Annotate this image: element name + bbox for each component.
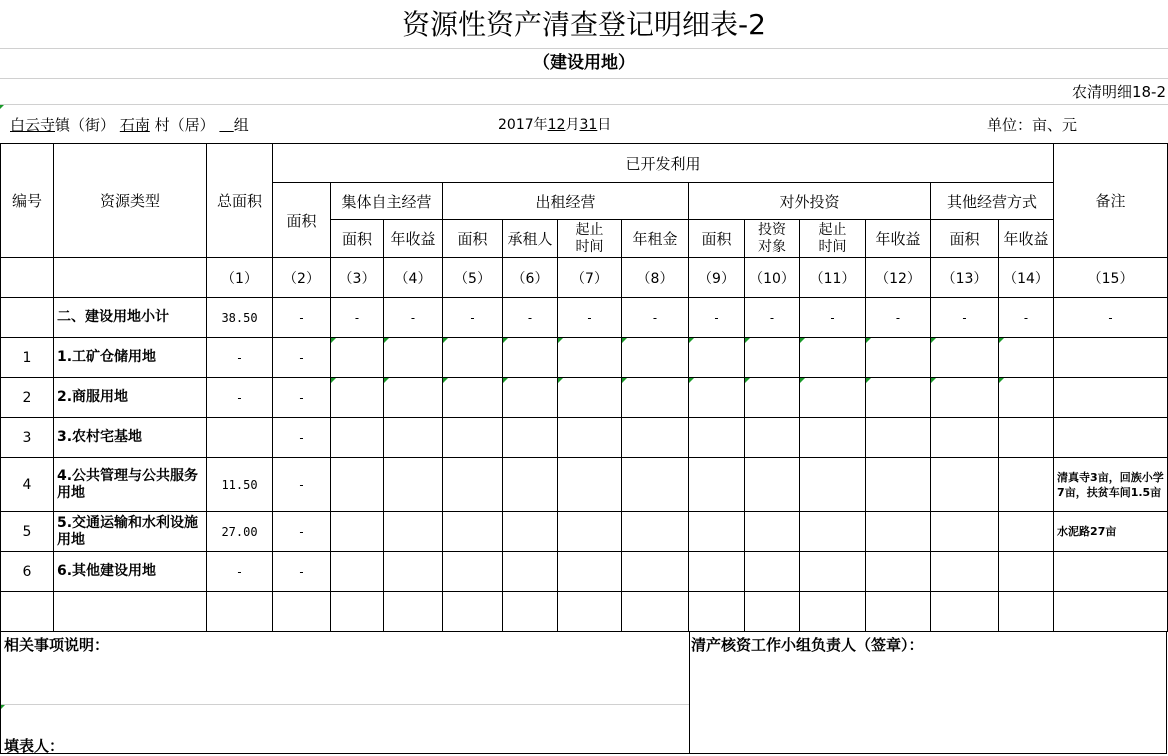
blank-cell <box>1 592 54 632</box>
blank-cell <box>622 378 689 418</box>
row-area: - <box>273 512 331 552</box>
blank-cell <box>999 552 1054 592</box>
blank-cell <box>745 512 800 552</box>
col-number: （11） <box>800 258 866 298</box>
blank-cell <box>689 458 745 512</box>
header-invest-area: 面积 <box>689 220 745 258</box>
row-type: 6.其他建设用地 <box>54 552 207 592</box>
blank-cell <box>384 418 443 458</box>
table-row <box>1 512 1168 552</box>
header-type: 资源类型 <box>54 144 207 258</box>
blank-cell <box>503 378 558 418</box>
row-total-area: 27.00 <box>207 512 273 552</box>
dash-cell: - <box>1054 298 1168 338</box>
blank-cell <box>866 458 931 512</box>
row-total-area: - <box>207 378 273 418</box>
blank-cell <box>331 552 384 592</box>
dash-cell: - <box>558 298 622 338</box>
header-invest-period <box>800 220 866 258</box>
header-other-income: 年收益 <box>999 220 1054 258</box>
header-remark: 备注 <box>1054 144 1168 258</box>
period-line-1: 起止 <box>818 221 847 238</box>
period-line-1: 起止 <box>575 221 604 238</box>
subtotal-row <box>1 298 1168 338</box>
blank-cell <box>503 512 558 552</box>
row-no: 1 <box>1 338 54 378</box>
target-line-1: 投资 <box>758 221 786 238</box>
page-subtitle: （建设用地） <box>533 53 635 73</box>
dash-cell: - <box>931 298 999 338</box>
blank-cell <box>866 552 931 592</box>
blank-cell <box>866 592 931 632</box>
comment-marker-icon <box>558 378 563 383</box>
col-number: （4） <box>384 258 443 298</box>
header-invest: 对外投资 <box>689 183 931 220</box>
row-no: 3 <box>1 418 54 458</box>
blank-cell <box>331 592 384 632</box>
divider <box>0 78 1168 79</box>
column-number-row <box>1 258 1168 298</box>
blank-cell <box>866 378 931 418</box>
blank-cell <box>1054 592 1168 632</box>
leader-label: 清产核资工作小组负责人（签章）： <box>691 636 924 654</box>
data-rows <box>1 338 1168 592</box>
blank-cell <box>443 592 503 632</box>
dash-cell: - <box>273 298 331 338</box>
blank-cell <box>558 512 622 552</box>
col-number: （9） <box>689 258 745 298</box>
table-row <box>1 552 1168 592</box>
comment-marker-icon <box>866 378 871 383</box>
blank-cell <box>745 338 800 378</box>
blank-cell <box>999 512 1054 552</box>
blank-cell <box>931 418 999 458</box>
comment-marker-icon <box>866 338 871 343</box>
blank-cell <box>800 512 866 552</box>
blank-cell <box>443 338 503 378</box>
row-type: 2.商服用地 <box>54 378 207 418</box>
town-name: 白云寺 <box>10 116 56 134</box>
target-line-2: 对象 <box>758 238 786 255</box>
col-number: （8） <box>622 258 689 298</box>
blank-cell <box>384 378 443 418</box>
row-remark <box>1054 418 1168 458</box>
col-number: （12） <box>866 258 931 298</box>
dash-cell: - <box>745 298 800 338</box>
header-area: 面积 <box>273 183 331 258</box>
comment-marker-icon <box>443 338 448 343</box>
blank-cell <box>745 552 800 592</box>
comment-marker-icon <box>331 338 336 343</box>
table-row <box>1 418 1168 458</box>
blank-cell <box>558 378 622 418</box>
table-row <box>1 458 1168 512</box>
blank-cell <box>689 418 745 458</box>
blank-cell <box>999 458 1054 512</box>
row-remark <box>1054 338 1168 378</box>
col-number: （7） <box>558 258 622 298</box>
blank-cell <box>384 512 443 552</box>
period-line-2: 时间 <box>818 238 847 255</box>
row-type: 1.工矿仓储用地 <box>54 338 207 378</box>
blank-cell <box>745 458 800 512</box>
row-area: - <box>273 338 331 378</box>
col-number: （1） <box>207 258 273 298</box>
location-line <box>10 112 249 138</box>
row-area: - <box>273 378 331 418</box>
blank-cell <box>443 552 503 592</box>
header-no: 编号 <box>1 144 54 258</box>
blank-cell <box>866 338 931 378</box>
comment-marker-icon <box>745 338 750 343</box>
blank-cell <box>689 592 745 632</box>
header-collective: 集体自主经营 <box>331 183 443 220</box>
comment-marker-icon <box>745 378 750 383</box>
col-number: （2） <box>273 258 331 298</box>
blank-cell <box>331 418 384 458</box>
header-other: 其他经营方式 <box>931 183 1054 220</box>
blank-cell <box>931 378 999 418</box>
blank-cell <box>622 338 689 378</box>
town-suffix: 镇（街） <box>55 116 116 134</box>
blank-cell <box>558 592 622 632</box>
unit-label: 单位：亩、元 <box>987 116 1078 134</box>
blank-cell <box>999 418 1054 458</box>
comment-marker-icon <box>689 378 694 383</box>
village-suffix: 村（居） <box>154 116 215 134</box>
col-number: （14） <box>999 258 1054 298</box>
group-name <box>219 116 233 134</box>
blank-cell <box>384 458 443 512</box>
blank-cell <box>443 458 503 512</box>
filler-label: 填表人： <box>4 737 65 755</box>
period-line-2: 时间 <box>575 238 604 255</box>
blank-cell <box>503 458 558 512</box>
blank-cell <box>866 418 931 458</box>
comment-marker-icon <box>622 378 627 383</box>
comment-marker-icon <box>384 338 389 343</box>
comment-marker-icon <box>689 338 694 343</box>
row-area: - <box>273 458 331 512</box>
month-suffix: 月 <box>565 117 580 133</box>
blank-cell <box>800 592 866 632</box>
header-lease-tenant: 承租人 <box>503 220 558 258</box>
col-number: （13） <box>931 258 999 298</box>
blank-cell <box>503 418 558 458</box>
blank-cell <box>800 378 866 418</box>
row-total-area <box>207 418 273 458</box>
header-collective-area: 面积 <box>331 220 384 258</box>
blank-cell <box>999 592 1054 632</box>
row-no: 5 <box>1 512 54 552</box>
row-type: 3.农村宅基地 <box>54 418 207 458</box>
header-invest-target <box>745 220 800 258</box>
blank-cell <box>800 418 866 458</box>
dash-cell: - <box>999 298 1054 338</box>
comment-marker-icon <box>931 338 936 343</box>
row-total-area: - <box>207 338 273 378</box>
blank-cell <box>443 418 503 458</box>
blank-cell <box>689 552 745 592</box>
row-total-area: 11.50 <box>207 458 273 512</box>
report-date <box>498 112 611 138</box>
blank-cell <box>931 338 999 378</box>
header-lease: 出租经营 <box>443 183 689 220</box>
day-suffix: 日 <box>597 117 612 133</box>
header-lease-period <box>558 220 622 258</box>
header-developed: 已开发利用 <box>273 144 1054 183</box>
blank-cell <box>745 378 800 418</box>
year-suffix: 年 <box>533 117 548 133</box>
blank-cell <box>999 338 1054 378</box>
table-row <box>1 378 1168 418</box>
blank-cell <box>622 512 689 552</box>
dash-cell: - <box>622 298 689 338</box>
asset-table <box>0 143 1168 632</box>
leader-section <box>688 632 1167 754</box>
empty-row <box>1 592 1168 632</box>
blank-cell <box>1 258 54 298</box>
blank-cell <box>800 338 866 378</box>
subtotal-label: 二、建设用地小计 <box>54 298 207 338</box>
header-lease-rent: 年租金 <box>622 220 689 258</box>
blank-cell <box>931 552 999 592</box>
blank-cell <box>331 378 384 418</box>
comment-marker-icon <box>503 378 508 383</box>
blank-cell <box>331 338 384 378</box>
dash-cell: - <box>331 298 384 338</box>
comment-marker-icon <box>503 338 508 343</box>
blank-cell <box>503 592 558 632</box>
blank-cell <box>503 552 558 592</box>
form-code: 农清明细18-2 <box>1071 83 1166 101</box>
header-lease-area: 面积 <box>443 220 503 258</box>
row-no: 6 <box>1 552 54 592</box>
comment-marker-icon <box>384 378 389 383</box>
blank-cell <box>931 512 999 552</box>
blank-cell <box>54 592 207 632</box>
blank-cell <box>622 552 689 592</box>
comment-marker-icon <box>999 378 1004 383</box>
row-area: - <box>273 552 331 592</box>
comment-marker-icon <box>800 338 805 343</box>
comment-marker-icon <box>558 338 563 343</box>
row-remark: 清真寺3亩，回族小学7亩，扶贫车间1.5亩 <box>1054 458 1168 512</box>
comment-marker-icon <box>999 338 1004 343</box>
blank-cell <box>443 512 503 552</box>
dash-cell: - <box>800 298 866 338</box>
day: 31 <box>579 117 598 133</box>
comment-marker-icon <box>622 338 627 343</box>
header-total-area: 总面积 <box>207 144 273 258</box>
row-remark <box>1054 552 1168 592</box>
col-number: （10） <box>745 258 800 298</box>
blank-cell <box>1 298 54 338</box>
row-total-area: - <box>207 552 273 592</box>
blank-cell <box>689 378 745 418</box>
blank-cell <box>558 338 622 378</box>
blank-cell <box>558 458 622 512</box>
col-number: （5） <box>443 258 503 298</box>
blank-cell <box>384 338 443 378</box>
row-type: 4.公共管理与公共服务用地 <box>54 458 207 512</box>
blank-cell <box>558 418 622 458</box>
col-number: （3） <box>331 258 384 298</box>
row-remark <box>1054 378 1168 418</box>
dash-cell: - <box>689 298 745 338</box>
row-remark: 水泥路27亩 <box>1054 512 1168 552</box>
blank-cell <box>331 458 384 512</box>
blank-cell <box>800 458 866 512</box>
row-no: 2 <box>1 378 54 418</box>
dash-cell: - <box>443 298 503 338</box>
blank-cell <box>503 338 558 378</box>
month: 12 <box>547 117 566 133</box>
col-number: （15） <box>1054 258 1168 298</box>
blank-cell <box>999 378 1054 418</box>
subtotal-total: 38.50 <box>207 298 273 338</box>
blank-cell <box>207 592 273 632</box>
blank-cell <box>931 592 999 632</box>
notes-section <box>0 632 690 754</box>
blank-cell <box>443 378 503 418</box>
dash-cell: - <box>384 298 443 338</box>
group-suffix: 组 <box>233 116 249 134</box>
blank-cell <box>622 418 689 458</box>
page-title: 资源性资产清查登记明细表-2 <box>402 8 766 41</box>
blank-cell <box>558 552 622 592</box>
header-collective-income: 年收益 <box>384 220 443 258</box>
divider <box>1 704 689 705</box>
comment-marker-icon <box>931 378 936 383</box>
comment-marker-icon <box>443 378 448 383</box>
header-other-area: 面积 <box>931 220 999 258</box>
table-row <box>1 338 1168 378</box>
blank-cell <box>745 592 800 632</box>
blank-cell <box>384 592 443 632</box>
row-no: 4 <box>1 458 54 512</box>
dash-cell: - <box>866 298 931 338</box>
comment-marker-icon <box>331 378 336 383</box>
blank-cell <box>689 338 745 378</box>
row-type: 5.交通运输和水利设施用地 <box>54 512 207 552</box>
header-invest-income: 年收益 <box>866 220 931 258</box>
year: 2017 <box>498 117 534 133</box>
blank-cell <box>800 552 866 592</box>
blank-cell <box>622 592 689 632</box>
blank-cell <box>745 418 800 458</box>
village-name: 石南 <box>119 116 150 134</box>
blank-cell <box>931 458 999 512</box>
blank-cell <box>866 512 931 552</box>
blank-cell <box>331 512 384 552</box>
divider <box>0 104 1168 105</box>
blank-cell <box>273 592 331 632</box>
blank-cell <box>622 458 689 512</box>
blank-cell <box>689 512 745 552</box>
comment-marker-icon <box>800 378 805 383</box>
blank-cell <box>384 552 443 592</box>
notes-label: 相关事项说明： <box>4 636 110 654</box>
dash-cell: - <box>503 298 558 338</box>
row-area: - <box>273 418 331 458</box>
blank-cell <box>54 258 207 298</box>
col-number: （6） <box>503 258 558 298</box>
